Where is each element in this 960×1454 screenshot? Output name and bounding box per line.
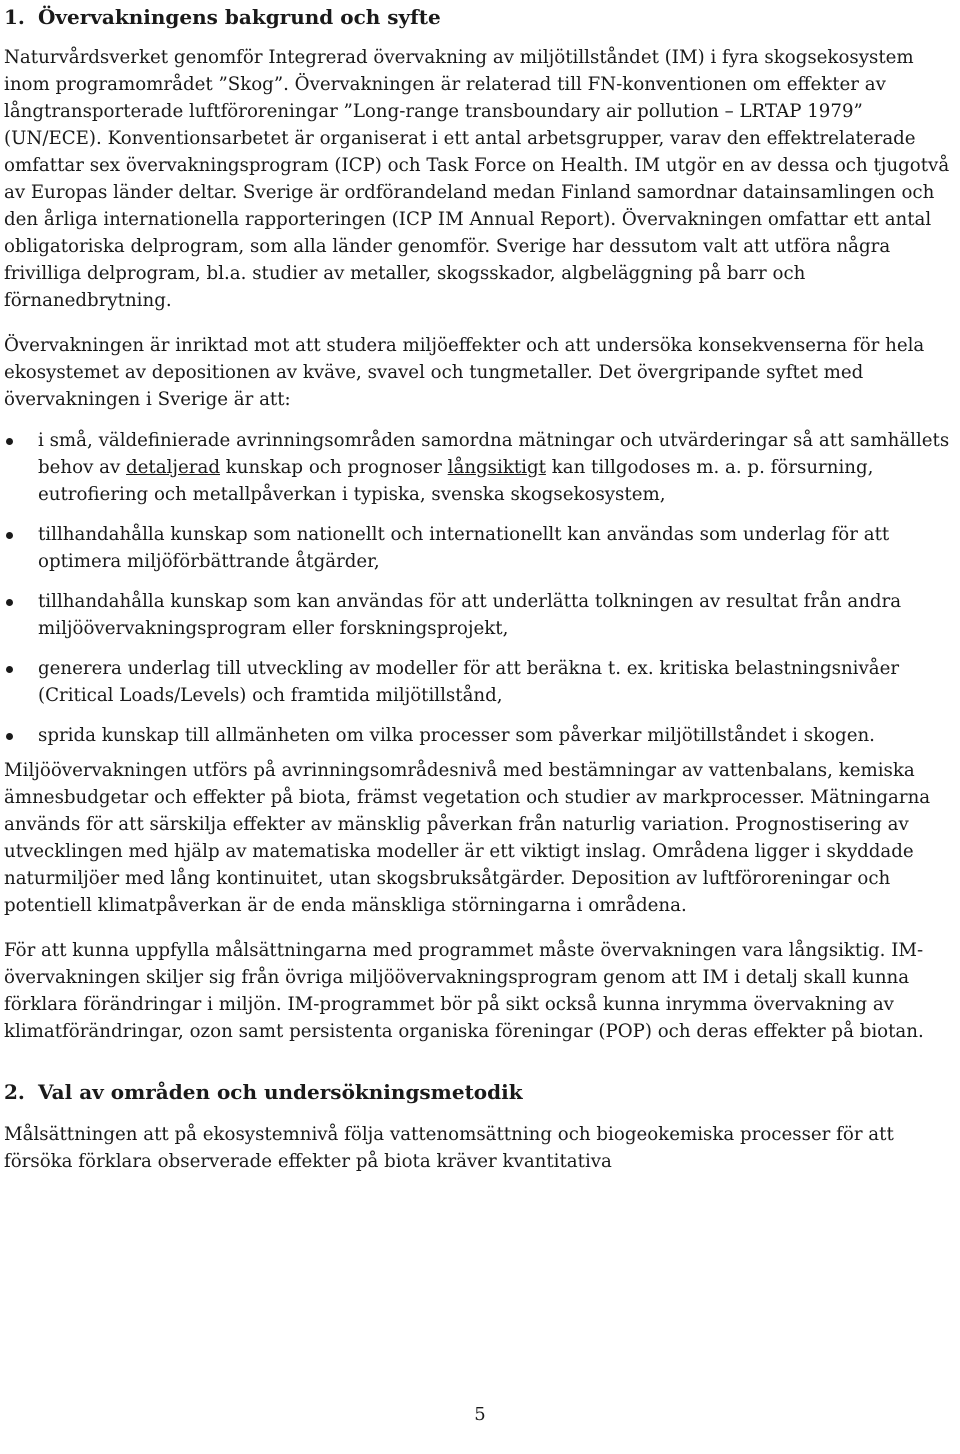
objectives-list (4, 427, 956, 749)
section-2-paragraph-1: Målsättningen att på ekosystemnivå följa vattenomsättning och biogeokemiska processer för att försöka förklara observerade effekter på biota kräver kvantitativa (4, 1124, 894, 1172)
objective-3-text: tillhandahålla kunskap som kan användas för att underlätta tolkningen av resultat från andra miljöövervakningsprogram eller forskningsprojekt, (38, 591, 902, 639)
objective-5-text: sprida kunskap till allmänheten om vilka processer som påverkar miljötillståndet i skogen. (38, 725, 875, 746)
section-1-paragraph-4: För att kunna uppfylla målsättningarna med programmet måste övervakningen vara långsiktig. IM-övervakningen skiljer sig från övriga miljöövervakningsprogram genom att IM i detalj skall kunna förklara förändringar i miljön. IM-programmet bör på sikt också kunna inrymma övervakning av klimatförändringar, ozon samt persistenta organiska föreningar (POP) och deras effekter på biotan. (4, 940, 924, 1042)
bullet-icon (6, 599, 13, 606)
objective-4-text: generera underlag till utveckling av modeller för att beräkna t. ex. kritiska belastningsnivåer (Critical Loads/Levels) och framtida miljötillstånd, (38, 658, 900, 706)
section-2-heading (4, 1079, 956, 1105)
objective-item-3 (4, 588, 956, 642)
section-1-paragraph-3: Miljöövervakningen utförs på avrinningsområdesnivå med bestämningar av vattenbalans, kemiska ämnesbudgetar och effekter på biota, främst vegetation och studier av markprocesser. Mätningarna används för att särskilja effekter av mänsklig påverkan från naturlig variation. Prognostisering av utvecklingen med hjälp av matematiska modeller är ett viktigt inslag. Områdena ligger i skyddade naturmiljöer med lång kontinuitet, utan skogsbruksåtgärder. Deposition av luftföroreningar och potentiell klimatpåverkan är de enda mänskliga störningarna i områdena. (4, 760, 931, 916)
objective-1-text-start: i små, väldefinierade avrinningsområden samordna mätningar och utvärderingar så att samhällets behov av (38, 430, 950, 478)
underlined-word-detaljerad: detaljerad (126, 457, 220, 478)
section-1-number: 1. (4, 5, 25, 29)
section-2-number: 2. (4, 1080, 25, 1104)
objective-item-1 (4, 427, 956, 508)
underlined-word-langsiktigt: långsiktigt (447, 457, 546, 478)
section-1-heading (4, 4, 956, 30)
bullet-icon (6, 532, 13, 539)
section-2-title: Val av områden och undersökningsmetodik (38, 1080, 523, 1104)
document-page (4, 0, 956, 1175)
page-number: 5 (474, 1404, 486, 1425)
objective-item-2 (4, 521, 956, 575)
section-1-title: Övervakningens bakgrund och syfte (38, 5, 441, 29)
objective-item-4 (4, 655, 956, 709)
objective-2-text: tillhandahålla kunskap som nationellt och internationellt kan användas som underlag för att optimera miljöförbättrande åtgärder, (38, 524, 890, 572)
bullet-icon (6, 438, 13, 445)
objective-1-text-end: kan tillgodoses m. a. p. försurning, eutrofiering och metallpåverkan i typiska, svenska skogsekosystem, (38, 457, 874, 505)
section-1-paragraph-1: Naturvårdsverket genomför Integrerad övervakning av miljötillståndet (IM) i fyra skogsekosystem inom programområdet ”Skog”. Övervakningen är relaterad till FN-konventionen om effekter av långtransporterade luftföroreningar ”Long-range transboundary air pollution – LRTAP 1979” (UN/ECE). Konventionsarbetet är organiserat i ett antal arbetsgrupper, varav den effektrelaterade omfattar sex övervakningsprogram (ICP) och Task Force on Health. IM utgör en av dessa och tjugotvå av Europas länder deltar. Sverige är ordförandeland medan Finland samordnar datainsamlingen och den årliga internationella rapporteringen (ICP IM Annual Report). Övervakningen omfattar ett antal obligatoriska delprogram, som alla länder genomför. Sverige har dessutom valt att utföra några frivilliga delprogram, bl.a. studier av metaller, skogsskador, algbeläggning på barr och förnanedbrytning. (4, 47, 950, 311)
bullet-icon (6, 733, 13, 740)
objective-item-5 (4, 722, 956, 749)
objective-1-text-middle: kunskap och prognoser (220, 457, 448, 478)
section-1-paragraph-2: Övervakningen är inriktad mot att studera miljöeffekter och att undersöka konsekvenserna för hela ekosystemet av depositionen av kväve, svavel och tungmetaller. Det övergripande syftet med övervakningen i Sverige är att: (4, 335, 925, 410)
bullet-icon (6, 666, 13, 673)
